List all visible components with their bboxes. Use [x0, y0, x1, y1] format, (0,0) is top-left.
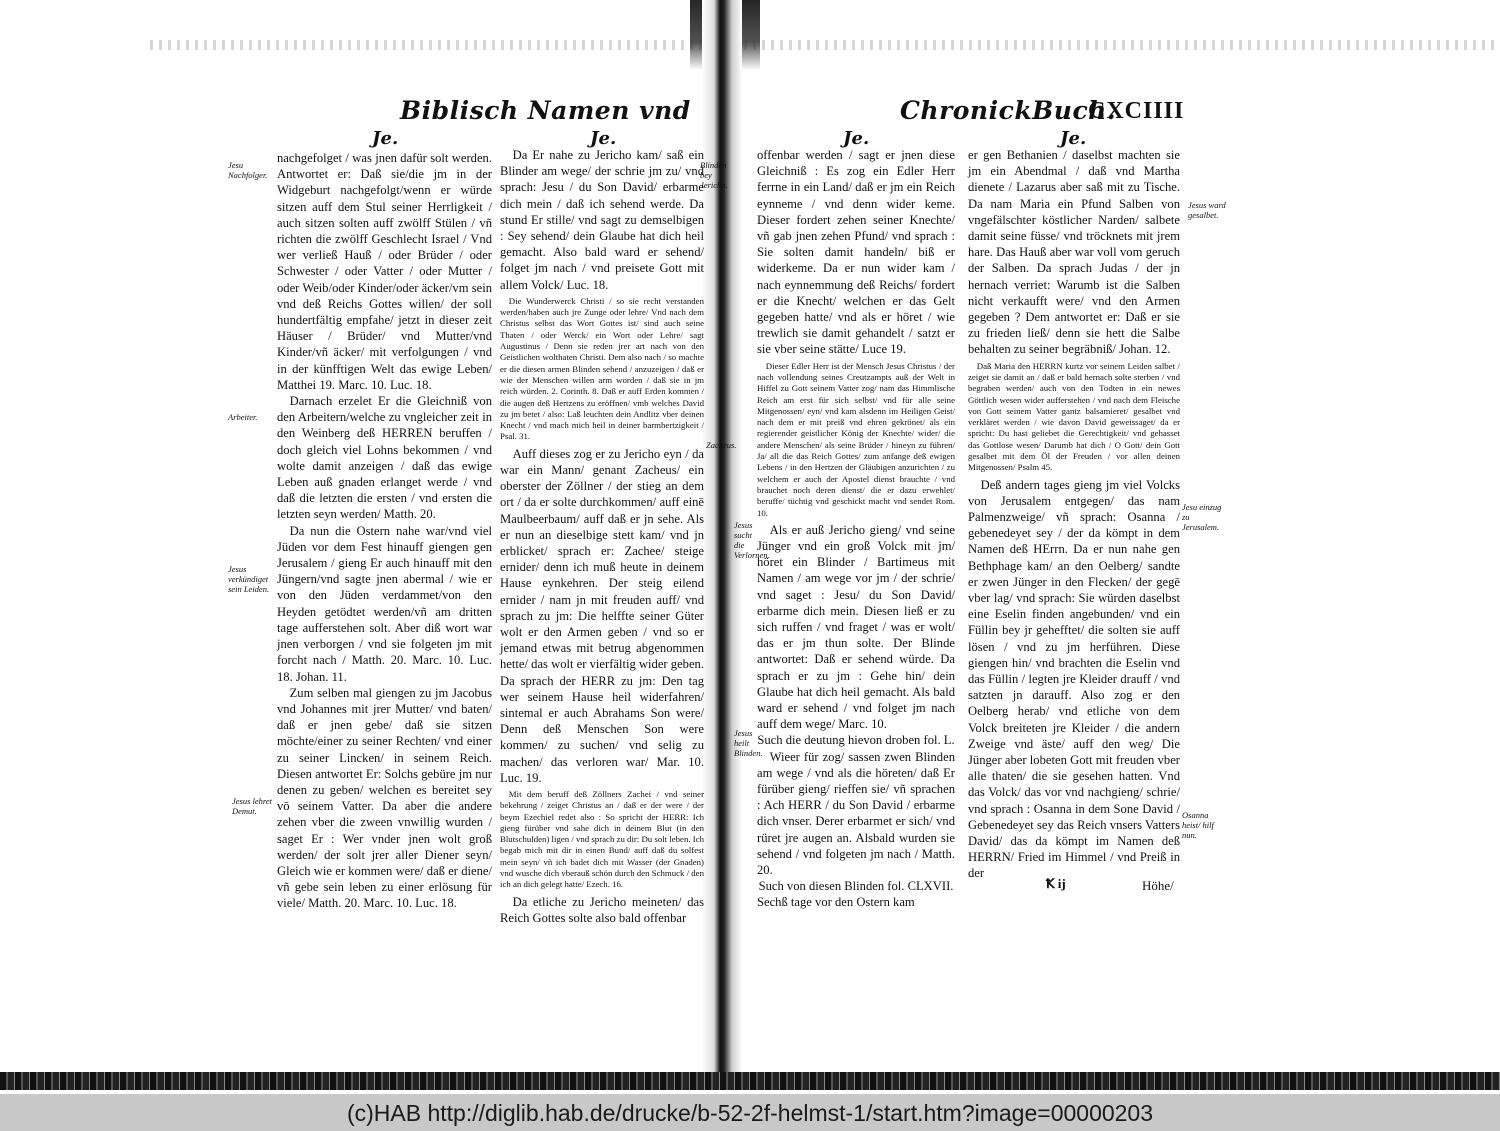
text-column-3	[757, 147, 955, 911]
column-head-3: Je.	[843, 128, 870, 149]
margin-note-anointed: Jesus ward gesalbet.	[1188, 200, 1226, 220]
paragraph: Auff dieses zog er zu Jericho eyn / da war ein Mann/ genant Zacheus/ ein oberster der Zöllner / der stieg an dem ort / da er solte durchkommen/ auff einē Maulbeerbaum/ auff daß er jn sehe. Als er nun an dieselbige stett kam/ vnd jn erblicket/ sprach er: Zachee/ steige ernider/ denn ich muß heute in deinem Hause eynkehren. Der steig eilend ernider / nam jn mit freuden auff/ vnd sprach zu jm: Die helffte seiner Güter wolt er den Armen geben / vnd so er jemand etwas mit betrug abgenommen hette/ das wolt er vierfältig wider geben. Da sprach der HERR zu jm: Den tag wer seinem Hause heil widerfahren/ sintemal er auch Abrahams Son were/ Denn deß Menschen Son were kommen/ zu suchen/ vnd selig zu machen/ das verloren war/ Mar. 10. Luc. 19.	[500, 446, 704, 785]
margin-note-osanna: Osanna heist/ hilf nun.	[1182, 810, 1214, 840]
signature-mark: Ꝁ ij	[1046, 876, 1066, 891]
folio-number: CXCIIII	[1088, 98, 1185, 124]
paragraph: Wieer für zog/ sassen zwen Blinden am wege / vnd als die höreten/ daß Er fürüber gieng/ rieffen sie/ vñ sprachen : Ach HERR / du Son David / erbarme dich vnser. Derer erbarmet er sich/ vnd rüret jre augen an. Alsbald wurden sie sehend / vnd folgeten jm nach / Matth. 20.	[757, 749, 955, 878]
margin-note-followers: Jesu Nachfolger.	[228, 160, 268, 180]
paragraph: Sechß tage vor den Ostern kam	[757, 895, 915, 910]
column-head-2: Je.	[590, 128, 617, 149]
margin-note-passion: Jesus verkündiget sein Leiden.	[228, 564, 270, 594]
paragraph: offenbar werden / sagt er jnen diese Gleichniß : Es zog ein Edler Herr ferrne in ein Land/ daß er jm ein Reich eynneme / vnd denn wider keme. Dieser fordert zehen seiner Knechte/ vñ gab jnen zehen Pfund/ vnd sprach : Sie solten damit handeln/ biß er widerkeme. Da er nun wider kam / nach eynnemmung deß Reichs/ fordert er die Knecht/ welchen er das Gelt gegeben hatte/ vnd als er höret / wie trewlich sie damit gehandelt / satzt er sie vber seine stätte/ Luce 19.	[757, 148, 955, 357]
column-head-1: Je.	[372, 128, 399, 149]
running-head-left: Biblisch Namen vnd	[400, 96, 691, 125]
paragraph: er gen Bethanien / daselbst machten sie jm ein Abendmal / daß vnd Martha dienete / Lazarus aber saß mit zu Tische. Da nam Maria ein Pfund Salben von vngefälschter köstlicher Narden/ salbete damit seine füsse/ vnd tröcknets mit jrem hare. Das Hauß aber war voll vom geruch der Salben. Da sprach Judas / der jn hernach verriet: Warumb ist die Salben nicht verkaufft were/ vnd den Armen gegeben ? Dem antwortet er: Daß er sie zu frieden ließ/ denn sie hett die Salbe behalten zu seiner begräbniß/ Johan. 12.	[968, 148, 1180, 357]
commentary: Die Wunderwerck Christi / so sie recht verstanden werden/haben auch jre Zunge oder lehre/ Vnd nach dem Christus selbst das Wort Gottes ist/ sind auch seine Thaten / oder Werck/ ein Wort oder Lehre/ sagt Augustinus / Denn sie reden jrer art nach von den Geistlichen wolthaten Christi. Dem also nach / so machte er die diesen armen Blinden sehend / anzuzeigen / daß er wie der Menschen willen arm worden / daß sie in jm reich würden. 2. Corinth. 8. Daß er auff Erden kommen / die augen deß Hertzens zu eröffnen/ vmb welches David zu jm betet / also: Laß leuchten dein Andlitz vber deinen Knecht / vnd mach mich heil in deiner barmhertzigkeit / Psal. 31.	[500, 295, 704, 442]
margin-note-zacheus: Zacheus.	[706, 440, 737, 450]
paragraph: Da etliche zu Jericho meineten/ das Reich Gottes solte also bald offenbar	[500, 894, 704, 925]
text-column-1	[277, 150, 492, 912]
margin-note-humility: Jesus lehret Demut.	[232, 796, 273, 816]
paragraph: Zum selben mal giengen zu jm Jacobus vnd Johannes mit jrer Mutter/ vnd baten/ daß er jnen gebe/ daß sie sitzen möchte/einer zu seiner Rechten/ vnd einer zu seiner Lincken/ in seinem Reich. Diesen antwortet Er: Solchs gebüre jm nur denen zu geben/ welchen es bereitet sey vō seinem Vatter. Da aber die andere zehen vber die zween vnwillig wurden / saget Er : Wer vnder jnen wolt groß werden/ der solt jrer aller Diener seyn/ Gleich wie er kommen were/ daß er diene/ vñ gebe sein leben zu einer erlösung für viele/ Matth. 20. Marc. 10. Luc. 18.	[277, 685, 492, 911]
paragraph: Da Er nahe zu Jericho kam/ saß ein Blinder am wege/ der schrie jm zu/ vnd sprach: Jesu / du Son David/ erbarme dich mein / daß ich sehend werde. Da stund Er stille/ vnd sagt zu demselbigen : Sey sehend/ dein Glaube hat dich heil gemacht. Also bald ward er sehend/ folget jm nach / vnd preisete Gott mit allem Volck/ Luc. 18.	[500, 148, 704, 292]
margin-note-workers: Arbeiter.	[228, 412, 258, 422]
catchword: Höhe/	[1142, 878, 1174, 893]
paragraph: Da nun die Ostern nahe war/vnd viel Jüden vor dem Fest hinauff giengen gen Jerusalem / gieng Er auch hinauff mit den Jüngern/vnd sagte jnen abermal / wie er von den Jüden verdammet/von den Heyden getödtet werden/vñ am dritten tage aufferstehen solt. Aber diß wort war jnen verborgen / vnd sie folgeten jm mit forcht nach / Matth. 20. Marc. 10. Luc. 18. Johan. 11.	[277, 523, 492, 684]
cross-reference: Such von diesen Blinden fol. CLXVII.	[758, 879, 954, 894]
commentary: Dieser Edler Herr ist der Mensch Jesus Christus / der nach vollendung seines Creutzampts auß der Welt in Hiffel zu Gott seinem Vatter zog/ nam das Himmlische Reich am erst für sich selbst/ vnd für alle seine Mitgenossen/ eyn/ vnd kam alsdenn im Heiligen Geist/ nach dem er mit preiß vnd ehren gekrönet/ als ein regierender geistlicher König der Knechte/ wider/ die andere Menschen/ als seine Brüder / hineyn zu führen/ Ja/ all die das Reich Gottes/ zum anfange deß ewigen Lebens / in den Hertzen der Gläubigen anzurichten / zu welchem er auch der Apostel dienst brauchte / vnd brauchet noch deren dienst/ die er dazu erwehlet/ beruffe/ tüchtig vnd geschickt macht vnd sendet Rom. 10.	[757, 360, 955, 518]
commentary: Daß Maria den HERRN kurtz vor seinem Leiden salbet / zeiget sie damit an / daß er bald hernach solte sterben / vnd begraben werden/ auch von den Todten in ein newes Göttlich wesen wider aufferstehen / vnd nach dem Fleische von Gott seinem Vatter gantz balsamieret/ gesalbet vnd verkläret werden / wie davon David geweissaget/ da er spricht: Du hast geliebet die Gerechtigkeit/ vnd gehasset das Gottlose wesen/ Darumb hat dich / O Gott/ dein Gott gesalbet mit dem Öl der Freuden / vor allen deinen Mitgenossen/ Psalm 45.	[968, 360, 1180, 473]
paragraph: Darnach erzelet Er die Gleichniß von den Arbeitern/welche zu vngleicher zeit in den Weinberg deß HERREN beruffen / doch gleich viel Lohns bekommen / vnd wolte damit anzeigen / daß das ewige Leben auß gnaden erlanget werde / vnd daß die letzten die ersten / vnd ersten die letzten seyn werden/ Matth. 20.	[277, 394, 492, 522]
running-head-right: ChronickBuch.	[900, 96, 1117, 125]
paragraph: nachgefolget / was jnen dafür solt werden. Antwortet er: Daß sie/die jm in der Widgeburt nachgefolgt/wenn er würde sitzen auff dem Stul seiner Herrligkeit / auch sitzen solten auff zwölff Stülen / vñ richten die zwölff Geschlecht Israel / Vnd wer verließ Hauß / oder Brüder / oder Schwester / oder Vatter / oder Mutter / oder Weib/oder Kinder/oder äcker/vm sein vnd deß Reichs Gottes willen/ der soll hundertfältig empfahe/ jetzt in dieser zeit Häuser / Brüder/ vnd Mutter/vnd Kinder/vñ äcker/ mit verfolgungen / vnd in der künfftigen Welt das ewige Leben/ Matthei 19. Marc. 10. Luc. 18.	[277, 151, 492, 392]
margin-note-heals-blind: Jesus heilt Blinden.	[734, 728, 763, 758]
paragraph: Deß andern tages gieng jm viel Volcks von Jerusalem entgegen/ das nam Palmenzweige/ vñ sprach: Osanna / gebenedeyet sey / der da kömpt in dem Namen deß HErrn. Da er nun nahe gen Bethphage kam/ an den Oelberg/ sandte er zwen Jünger in den Flecken/ der gegē vber lag/ vnd sprach: Sie würden daselbst eine Eselin finden angebunden/ vnd ein Füllin bey jr gehefftet/ die solten sie auff lösen / vnd zu jm herführen. Diese giengen hin/ vnd brachten die Eselin vnd das Füllin / legten jre Kleider drauff / vnd satzten jn darauff. Also zog er den Oelberg herab/ vnd etliche von dem Volck breiteten jre Kleider / die andern Zweige vnd äste/ auff den weg/ Die Jünger aber lobeten Gott mit freuden vber alle thaten/ die sie gesehen hatten. Vnd das Volck/ das vor vnd nachgieng/ schrie/ vnd sprach : Osanna in dem Sone David / Gebenedeyet sey das Reich vnsers Vatters David/ das da kömpt im Namen deß HERRN/ Fried im Himmel / vnd Preiß in der	[968, 477, 1180, 881]
margin-note-blind-jericho: Blinden bey Jericho.	[700, 160, 728, 190]
commentary: Mit dem beruff deß Zöllners Zachei / vnd seiner bekehrung / zeiget Christus an / daß er der were / der beym Ezechiel redet also : So spricht der HERR: Ich gieng fürüber vnd sahe dich in deinem Blut (in den Blutschulden) ligen / vnd sprach zu dir: Du solt leben. Ich begab mich mit dir in einen Bund/ auff daß du solfest mein seyn/ vñ ich badet dich mit Wasser (der Gnaden) vnd wusche dich vberauß schön durch den Schmuck / den ich an dich gelegt hatte/ Ezech. 16.	[500, 788, 704, 890]
margin-note-entry-jerusalem: Jesu einzug zu Jerusalem.	[1182, 502, 1222, 532]
cross-reference: Such die deutung hievon droben fol. L.	[757, 733, 955, 748]
copyright-url: (c)HAB http://diglib.hab.de/drucke/b-52-2f-helmst-1/start.htm?image=00000203	[346, 1100, 1154, 1126]
margin-note-seeks-lost: Jesus sucht die Verlornen.	[734, 520, 770, 560]
column-head-4: Je.	[1060, 128, 1087, 149]
text-column-2	[500, 147, 704, 926]
text-column-4	[968, 147, 1180, 882]
page-top-edge	[150, 40, 1500, 50]
paragraph: Als er auß Jericho gieng/ vnd seine Jünger vnd ein groß Volck mit jm/ höret ein Blinder / Bartimeus mit Namen / am wege vor jm / der schrie/ vnd saget : Jesu/ du Son David/ erbarme dich mein. Diesen ließ er zu sich ruffen / vnd fraget / was er wolt/ das er jm thun solte. Der Blinde antwortet: Daß er sehend würde. Da sprach er zu jm : Gehe hin/ dein Glaube hat dich heil gemacht. Als bald ward er sehend / vnd folget jm nach auff dem wege/ Marc. 10.	[757, 522, 955, 732]
page-bottom-edge	[0, 1072, 1500, 1090]
